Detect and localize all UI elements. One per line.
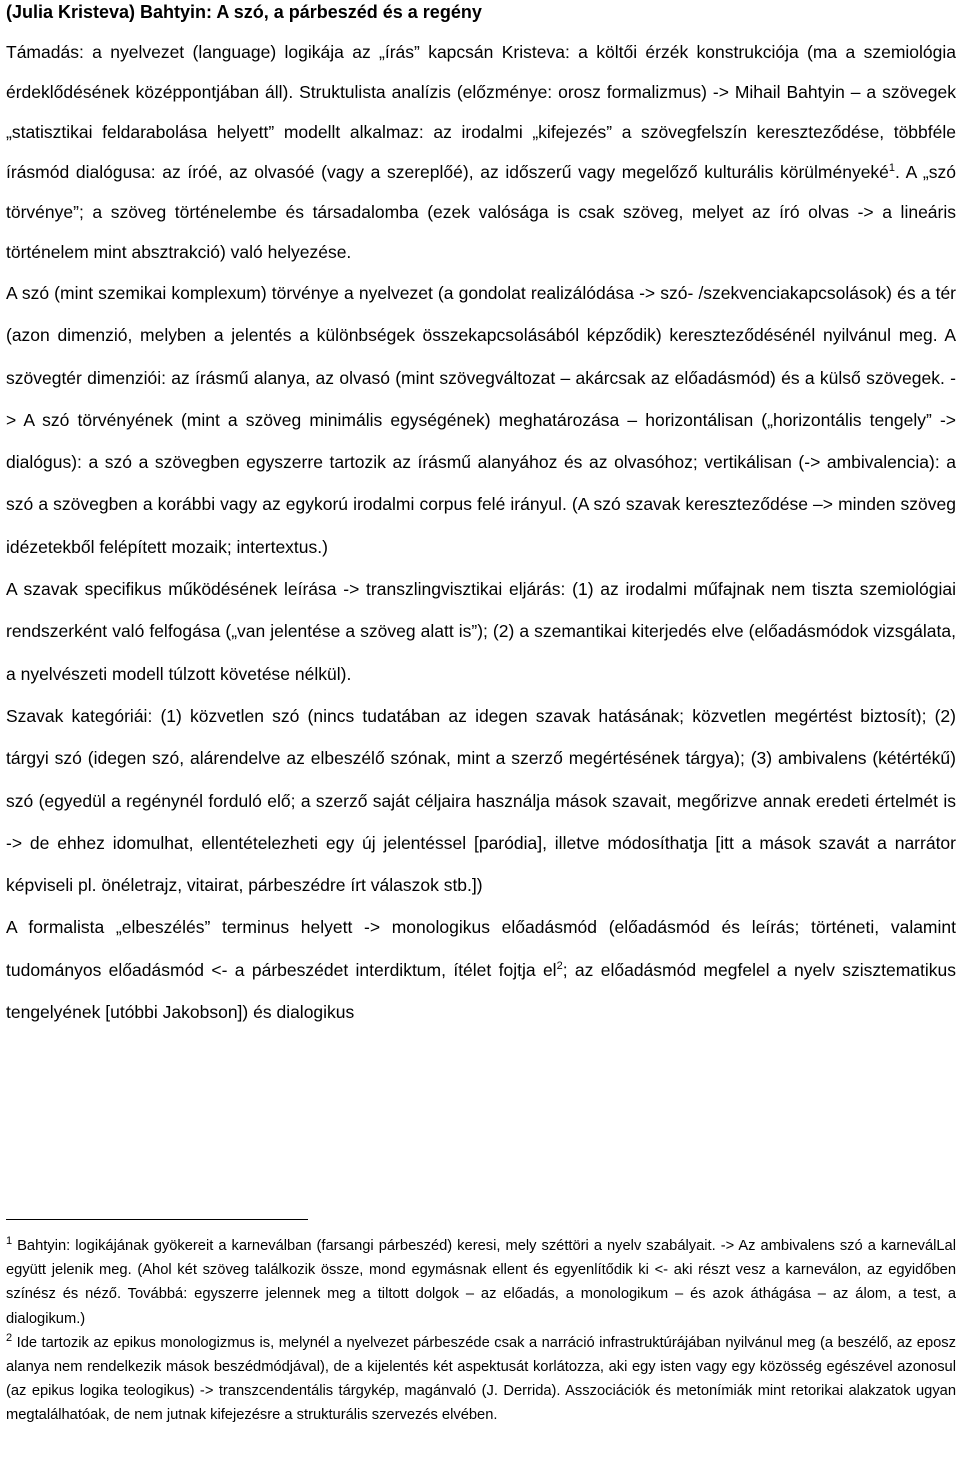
paragraph-1-text: Támadás: a nyelvezet (language) logikája az „írás” kapcsán Kristeva: a költői érzék konstrukciója (ma a szemiológia érdeklődésének középpontjában áll). Struktulista analízis (előzménye: orosz formalizmus) -> Mihail Bahtyin – a szövegek „statisztikai feldarabolása helyett” modellt alkalmaz: az irodalmi „kifejezés” a szövegfelszín kereszteződése, többféle írásmód dialógusa: az íróé, az olvasóé (vagy a szereplőé), az időszerű vagy megelőző kulturális körülményeké: [6, 42, 956, 182]
footnotes: [6, 1219, 956, 1428]
paragraph-5-text-cont: ; az előadásmód megfelel a nyelv szisztematikus tengelyének [utóbbi Jakobson]) és dialogikus: [6, 959, 956, 1023]
footnote-1-number: 1: [6, 1235, 13, 1248]
footnote-2-number: 2: [6, 1331, 13, 1344]
document-body: [6, 32, 956, 1033]
paragraph-2: A szó (mint szemikai komplexum) törvénye a nyelvezet (a gondolat realizálódása -> szó- /szekvenciakapcsolások) és a tér (azon dimenzió, melyben a jelentés a különbségek összekapcsolásából képződik) kereszteződésénél nyilvánul meg. A szövegtér dimenziói: az írásmű alanya, az olvasó (mint szövegváltozat – akárcsak az előadásmód) és a külső szövegek. -> A szó törvényének (mint a szöveg minimális egységének) meghatározása – horizontálisan („horizontális tengely” -> dialógus): a szó a szövegben egyszerre tartozik az írásmű alanyához és az olvasóhoz; vertikálisan (-> ambivalencia): a szó a szövegben a korábbi vagy az egykorú irodalmi corpus felé irányul. (A szó szavak kereszteződése –> minden szöveg idézetekből felépített mozaik; intertextus.): [6, 283, 956, 557]
footnote-separator: [6, 1219, 308, 1220]
paragraph-5: [6, 906, 956, 1033]
paragraph-5-text: A formalista „elbeszélés” terminus helyett -> monologikus előadásmód (előadásmód és leírás; történeti, valamint tudományos előadásmód <- a párbeszédet interdiktum, ítélet fojtja el: [6, 917, 956, 980]
paragraph-3: A szavak specifikus működésének leírása -> transzlingvisztikai eljárás: (1) az irodalmi műfajnak nem tiszta szemiológiai rendszerként való felfogása („van jelentése a szöveg alatt is”); (2) a szemantikai kiterjedés elve (előadásmódok vizsgálata, a nyelvészeti modell túlzott követése nélkül).: [6, 579, 956, 684]
paragraph-1-text-cont: . A „szó törvénye”; a szöveg történelembe és társadalomba (ezek valósága is csak szöveg, melyet az író olvas -> a lineáris történelem mint absztrakció) való helyezése.: [6, 162, 956, 262]
paragraph-1: [6, 32, 956, 272]
document-title: (Julia Kristeva) Bahtyin: A szó, a párbeszéd és a regény: [6, 2, 482, 22]
document-page: [6, 0, 956, 1033]
paragraph-4: Szavak kategóriái: (1) közvetlen szó (nincs tudatában az idegen szavak hatásának; közvetlen megértést biztosít); (2) tárgyi szó (idegen szó, alárendelve az elbeszélő szónak, mint a szerző megértésének tárgya); (3) ambivalens (kétértékű) szó (egyedül a regénynél forduló elő; a szerző saját céljaira használja mások szavait, megőrizve annak eredeti értelmét is -> de ehhez idomulhat, ellentételezheti egy új jelentéssel [paródia], illetve módosíthatja [itt a mások szavát a narrátor képviseli pl. önéletrajz, vitairat, párbeszédre írt válaszok stb.]): [6, 705, 956, 896]
footnote-2-text: Ide tartozik az epikus monologizmus is, melynél a nyelvezet párbeszéde csak a narráció infrastruktúrájában nyilvánul meg (a beszélő, az eposz alanya nem rendelkezik mások beszédmódjával), de a kijelentés két aspektusát korlátozza, aki egy isten vagy egy közösség egészével azonosul (az epikus logika teologikus) -> transzcendentális tárgykép, magánvaló (J. Derrida). Asszociációk és metonímiák mint retorikai alakzatok ugyan megtalálhatóak, de nem jutnak kifejezésre a strukturális szervezés elvében.: [6, 1334, 956, 1424]
footnote-1: [6, 1234, 956, 1331]
footnote-1-text: Bahtyin: logikájának gyökereit a karneválban (farsangi párbeszéd) keresi, mely széttöri a nyelv szabályait. -> Az ambivalens szó a karneválLal együtt jelenik meg. (Ahol két szöveg találkozik össze, mond egymásnak ellent és egyenlítődik ki <- aki részt vesz a karneválon, az egyidőben színész és néző. Továbbá: egyszerre jelennek meg a tiltott dolgok – az előadás, a monologikum – és azok áthágása – az álom, a test, a dialogikum.): [6, 1238, 956, 1327]
footnote-ref-2[interactable]: 2: [556, 959, 563, 972]
footnote-ref-1[interactable]: 1: [888, 162, 896, 175]
footnote-2: [6, 1331, 956, 1428]
